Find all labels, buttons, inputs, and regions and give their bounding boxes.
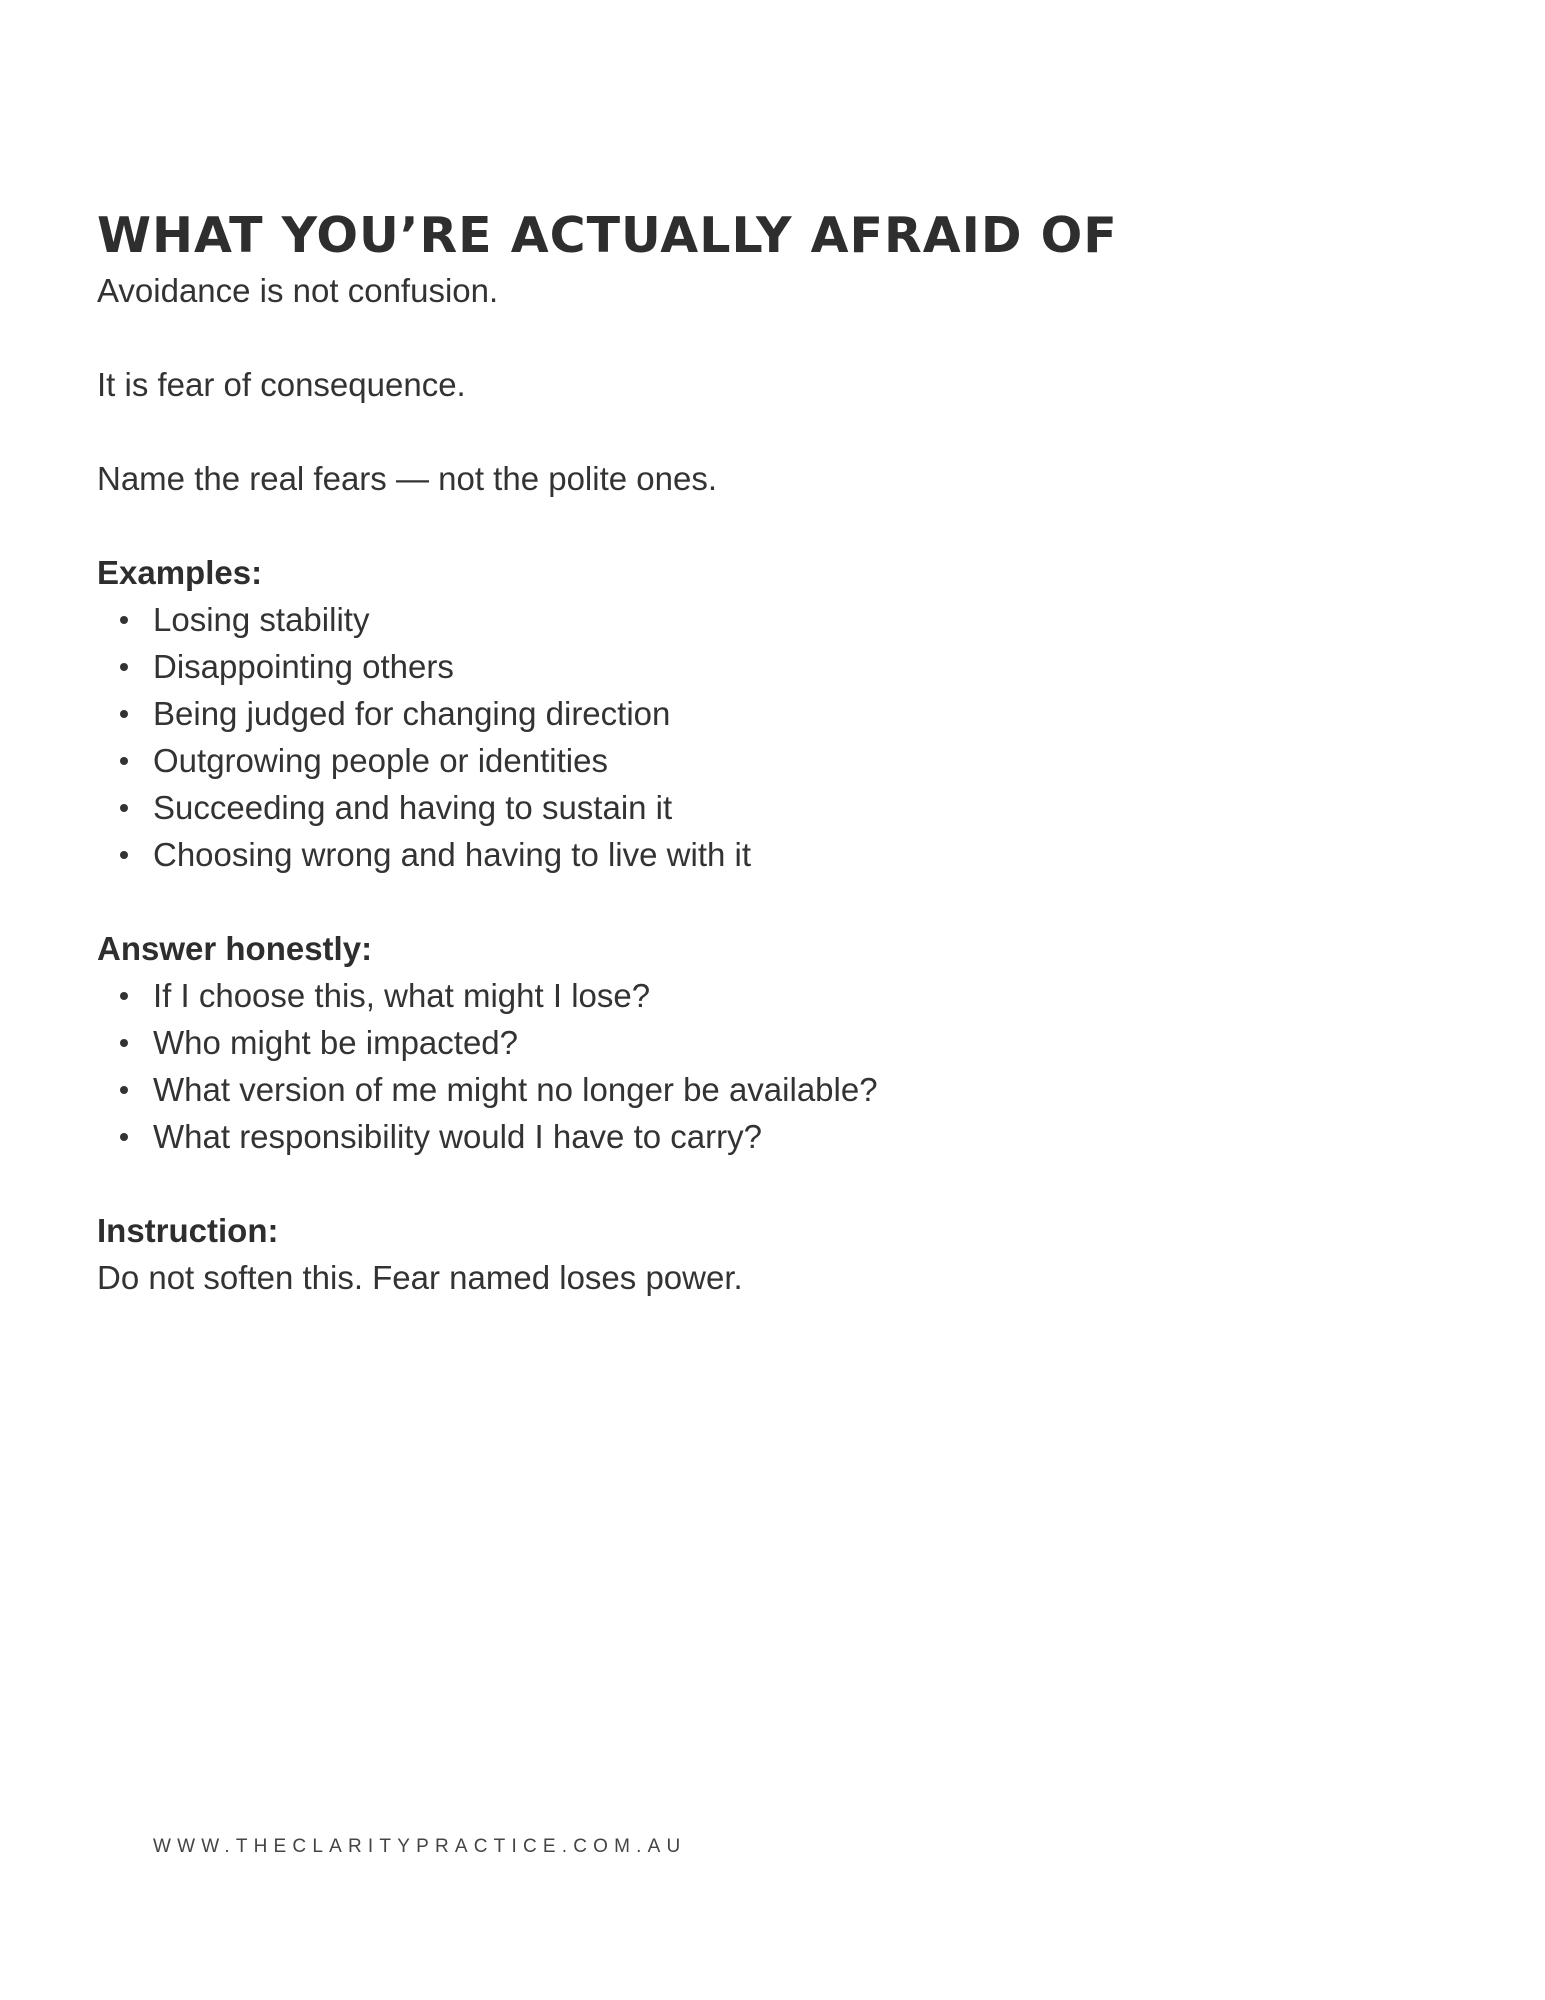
bullet-icon (120, 851, 128, 859)
list-item-text: Disappointing others (153, 648, 454, 685)
list-item-text: Being judged for changing direction (153, 695, 671, 732)
answer-heading: Answer honestly: (97, 930, 373, 967)
intro-line-2: It is fear of consequence. (97, 366, 466, 403)
list-item-text: Outgrowing people or identities (153, 742, 608, 779)
bullet-icon (120, 1039, 128, 1047)
spacer (97, 314, 1397, 361)
instruction-text: Do not soften this. Fear named loses power. (97, 1259, 743, 1296)
bullet-icon (120, 757, 128, 765)
spacer (97, 408, 1397, 455)
examples-heading: Examples: (97, 554, 263, 591)
list-item (153, 643, 1397, 690)
list-item-text: Who might be impacted? (153, 1024, 519, 1061)
instruction-heading: Instruction: (97, 1212, 279, 1249)
examples-list (97, 596, 1397, 878)
list-item (153, 690, 1397, 737)
spacer (97, 878, 1397, 925)
list-item (153, 1113, 1397, 1160)
bullet-icon (120, 992, 128, 1000)
spacer (97, 1160, 1397, 1207)
bullet-icon (120, 1086, 128, 1094)
footer-website: WWW.THECLARITYPRACTICE.COM.AU (153, 1836, 687, 1857)
page-title: WHAT YOU’RE ACTUALLY AFRAID OF (97, 207, 1118, 264)
bullet-icon (120, 1133, 128, 1141)
list-item-text: What responsibility would I have to carry? (153, 1118, 762, 1155)
list-item (153, 596, 1397, 643)
list-item-text: What version of me might no longer be available? (153, 1071, 878, 1108)
list-item (153, 831, 1397, 878)
list-item-text: Succeeding and having to sustain it (153, 789, 673, 826)
bullet-icon (120, 663, 128, 671)
list-item-text: Losing stability (153, 601, 370, 638)
list-item (153, 972, 1397, 1019)
spacer (97, 502, 1397, 549)
bullet-icon (120, 710, 128, 718)
bullet-icon (120, 616, 128, 624)
list-item (153, 1019, 1397, 1066)
bullet-icon (120, 804, 128, 812)
list-item (153, 784, 1397, 831)
list-item (153, 737, 1397, 784)
intro-line-3: Name the real fears — not the polite ones. (97, 460, 718, 497)
worksheet-page (97, 205, 1397, 1301)
list-item (153, 1066, 1397, 1113)
list-item-text: Choosing wrong and having to live with it (153, 836, 752, 873)
intro-line-1: Avoidance is not confusion. (97, 272, 499, 309)
list-item-text: If I choose this, what might I lose? (153, 977, 651, 1014)
answer-list (97, 972, 1397, 1160)
